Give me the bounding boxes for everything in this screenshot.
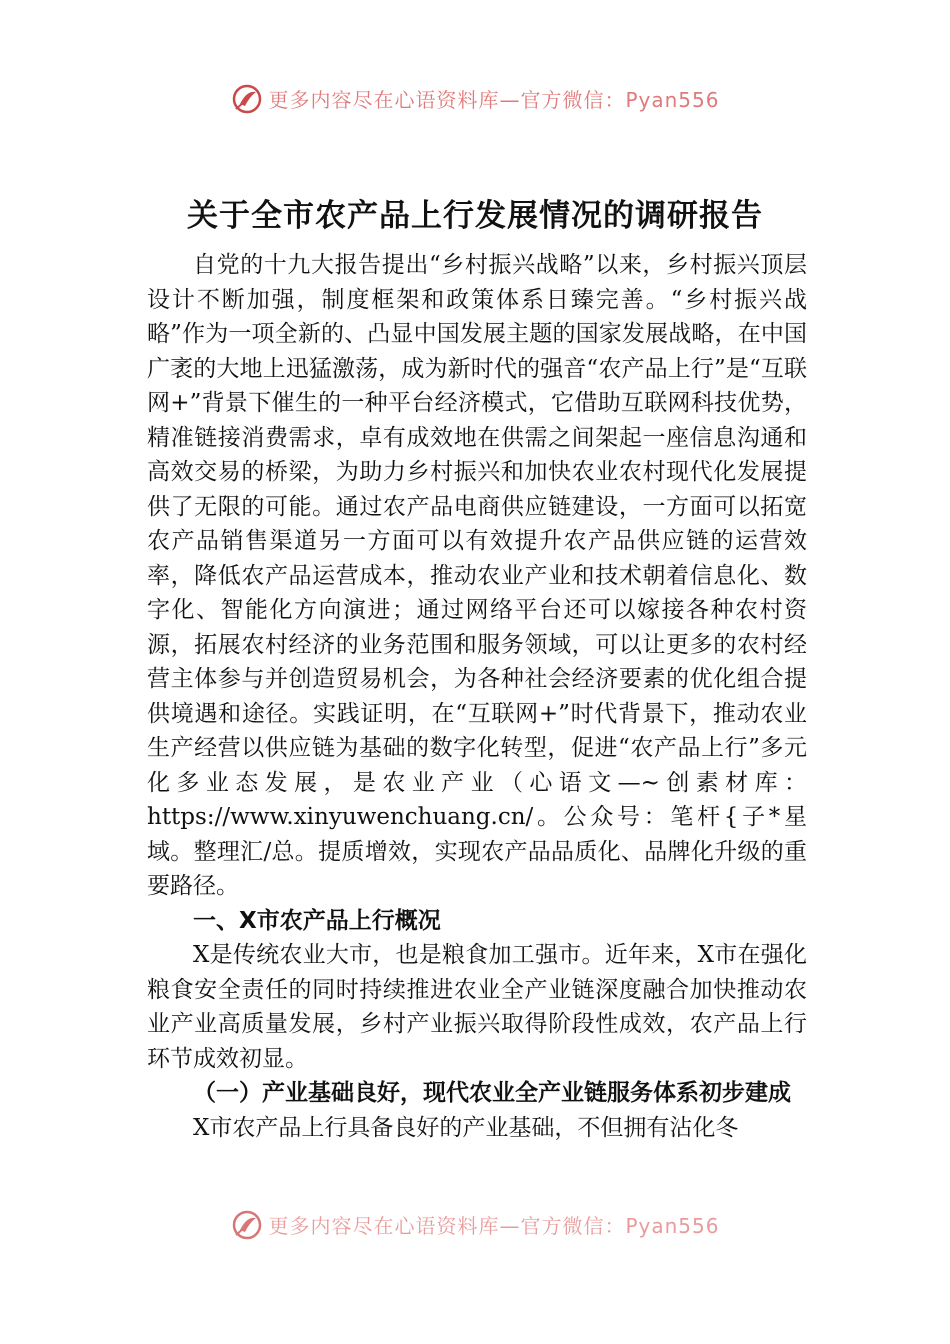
section-1-paragraph: X是传统农业大市，也是粮食加工强市。近年来，X市在强化粮食安全责任的同时持续推进农业全产业链深度融合加快推动农业产业高质量发展，乡村产业振兴取得阶段性成效，农产品上行环节成效初显。 (147, 942, 807, 1072)
watermark-header (0, 82, 950, 121)
logo-icon (230, 1208, 264, 1247)
document-title: 关于全市农产品上行发展情况的调研报告 (187, 198, 763, 234)
watermark-text: 更多内容尽在心语资料库—官方微信：Pyan556 (268, 1214, 720, 1238)
subsection-1-paragraph: X市农产品上行具备良好的产业基础，不但拥有沾化冬 (193, 1114, 739, 1141)
logo-icon (230, 82, 264, 121)
watermark-text: 更多内容尽在心语资料库—官方微信：Pyan556 (268, 88, 720, 112)
intro-paragraph: 自党的十九大报告提出“乡村振兴战略”以来，乡村振兴顶层设计不断加强，制度框架和政策体系日臻完善。“乡村振兴战略”作为一项全新的、凸显中国发展主题的国家发展战略，在中国广袤的大地上迅猛激荡，成为新时代的强音“农产品上行”是“互联网+”背景下催生的一种平台经济模式，它借助互联网科技优势，精准链接消费需求，卓有成效地在供需之间架起一座信息沟通和高效交易的桥梁，为助力乡村振兴和加快农业农村现代化发展提供了无限的可能。通过农产品电商供应链建设，一方面可以拓宽农产品销售渠道另一方面可以有效提升农产品供应链的运营效率，降低农产品运营成本，推动农业产业和技术朝着信息化、数字化、智能化方向演进；通过网络平台还可以嫁接各种农村资源，拓展农村经济的业务范围和服务领域，可以让更多的农村经营主体参与并创造贸易机会，为各种社会经济要素的优化组合提供境遇和途径。实践证明，在“互联网+”时代背景下，推动农业生产经营以供应链为基础的数字化转型，促进“农产品上行”多元化多业态发展，是农业产业（心语文—~创素材库：https://www.xinyuwenchuang.cn/。公众号：笔杆{子*星域。整理汇/总。提质增效，实现农产品品质化、品牌化升级的重要路径。 (147, 252, 807, 899)
document-body (147, 248, 807, 1145)
watermark-footer (0, 1208, 950, 1247)
subsection-heading-1: （一）产业基础良好，现代农业全产业链服务体系初步建成 (193, 1079, 791, 1106)
section-heading-1: 一、X市农产品上行概况 (193, 907, 441, 934)
